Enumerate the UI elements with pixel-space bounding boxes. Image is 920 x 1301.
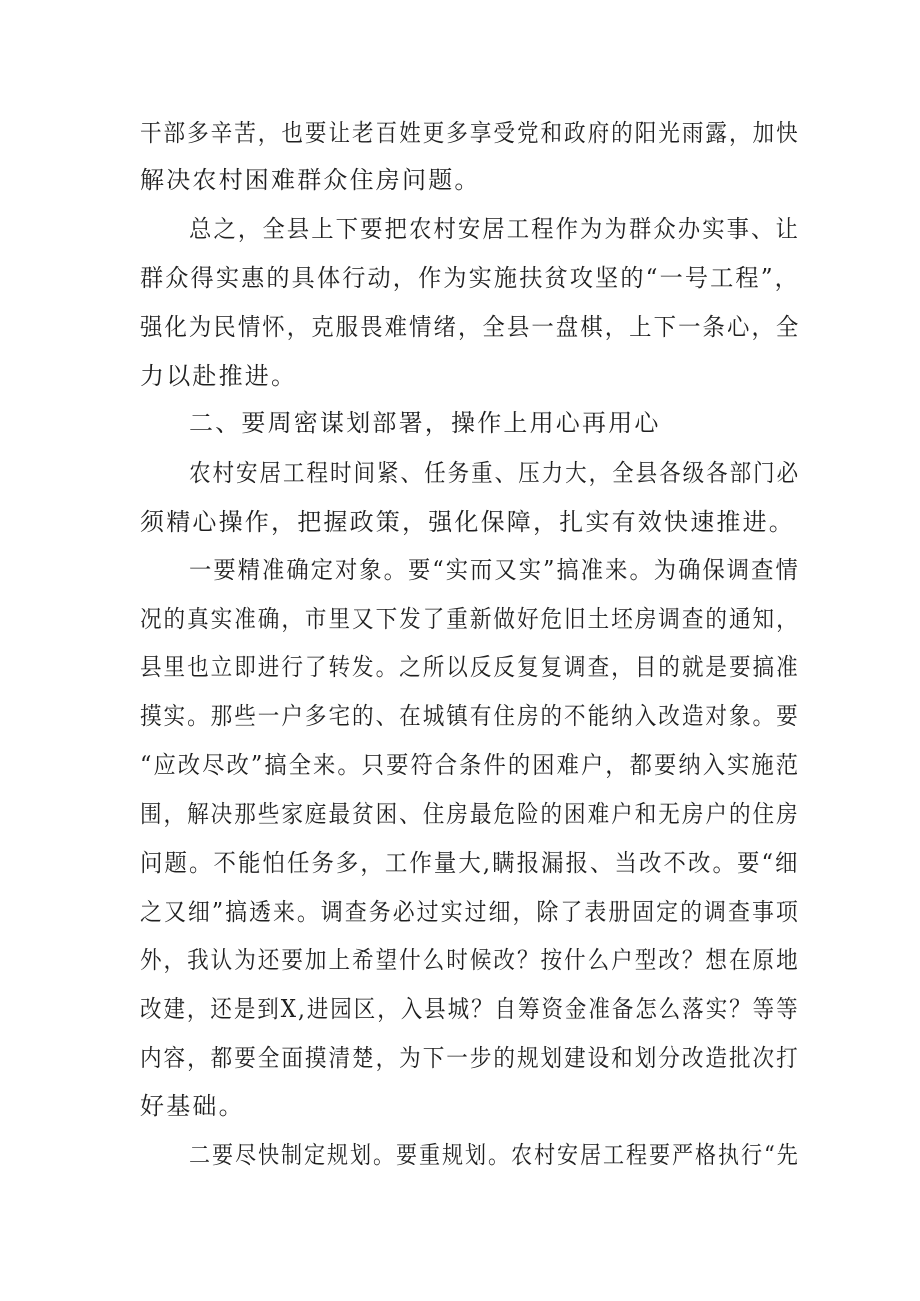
text-line: 须精心操作，把握政策，强化保障，扎实有效快速推进。: [140, 508, 795, 536]
text-line: 好基础。: [140, 1092, 245, 1120]
text-line: 干部多辛苦，也要让老百姓更多享受党和政府的阳光雨露，加快: [140, 119, 800, 147]
text-line: “应改尽改”搞全来。只要符合条件的困难户，都要纳入实施范: [140, 751, 801, 779]
text-line: 总之，全县上下要把农村安居工程作为为群众办实事、让: [189, 215, 800, 243]
text-line: 群众得实惠的具体行动，作为实施扶贫攻坚的“一号工程”，: [140, 264, 800, 292]
section-heading: 二、要周密谋划部署，操作上用心再用心: [189, 409, 661, 437]
text-line: 外，我认为还要加上希望什么时候改？按什么户型改？想在原地: [140, 946, 800, 974]
text-line: 二要尽快制定规划。要重规划。农村安居工程要严格执行“先: [189, 1141, 800, 1169]
text-line: 改建，还是到X,进园区，入县城？自筹资金准备怎么落实？等等: [140, 995, 800, 1023]
text-line: 县里也立即进行了转发。之所以反反复复调查，目的就是要搞准: [140, 653, 800, 681]
text-line: 解决农村困难群众住房问题。: [140, 166, 481, 194]
text-line: 摸实。那些一户多宅的、在城镇有住房的不能纳入改造对象。要: [140, 702, 800, 730]
text-line: 围，解决那些家庭最贫困、住房最危险的困难户和无房户的住房: [140, 800, 800, 828]
text-line: 力以赴推进。: [140, 362, 298, 390]
text-line: 农村安居工程时间紧、任务重、压力大，全县各级各部门必: [189, 459, 801, 487]
text-line: 一要精准确定对象。要“实而又实”搞准来。为确保调查情: [189, 556, 800, 584]
text-line: 之又细”搞透来。调查务必过实过细，除了表册固定的调查事项: [140, 898, 800, 926]
text-line: 内容，都要全面摸清楚，为下一步的规划建设和划分改造批次打: [140, 1044, 800, 1072]
text-line: 问题。不能怕任务多，工作量大,瞒报漏报、当改不改。要“细: [140, 849, 800, 877]
text-line: 强化为民情怀，克服畏难情绪，全县一盘棋，上下一条心，全: [140, 313, 801, 341]
text-line: 况的真实准确，市里又下发了重新做好危旧土坯房调查的通知，: [140, 605, 800, 633]
